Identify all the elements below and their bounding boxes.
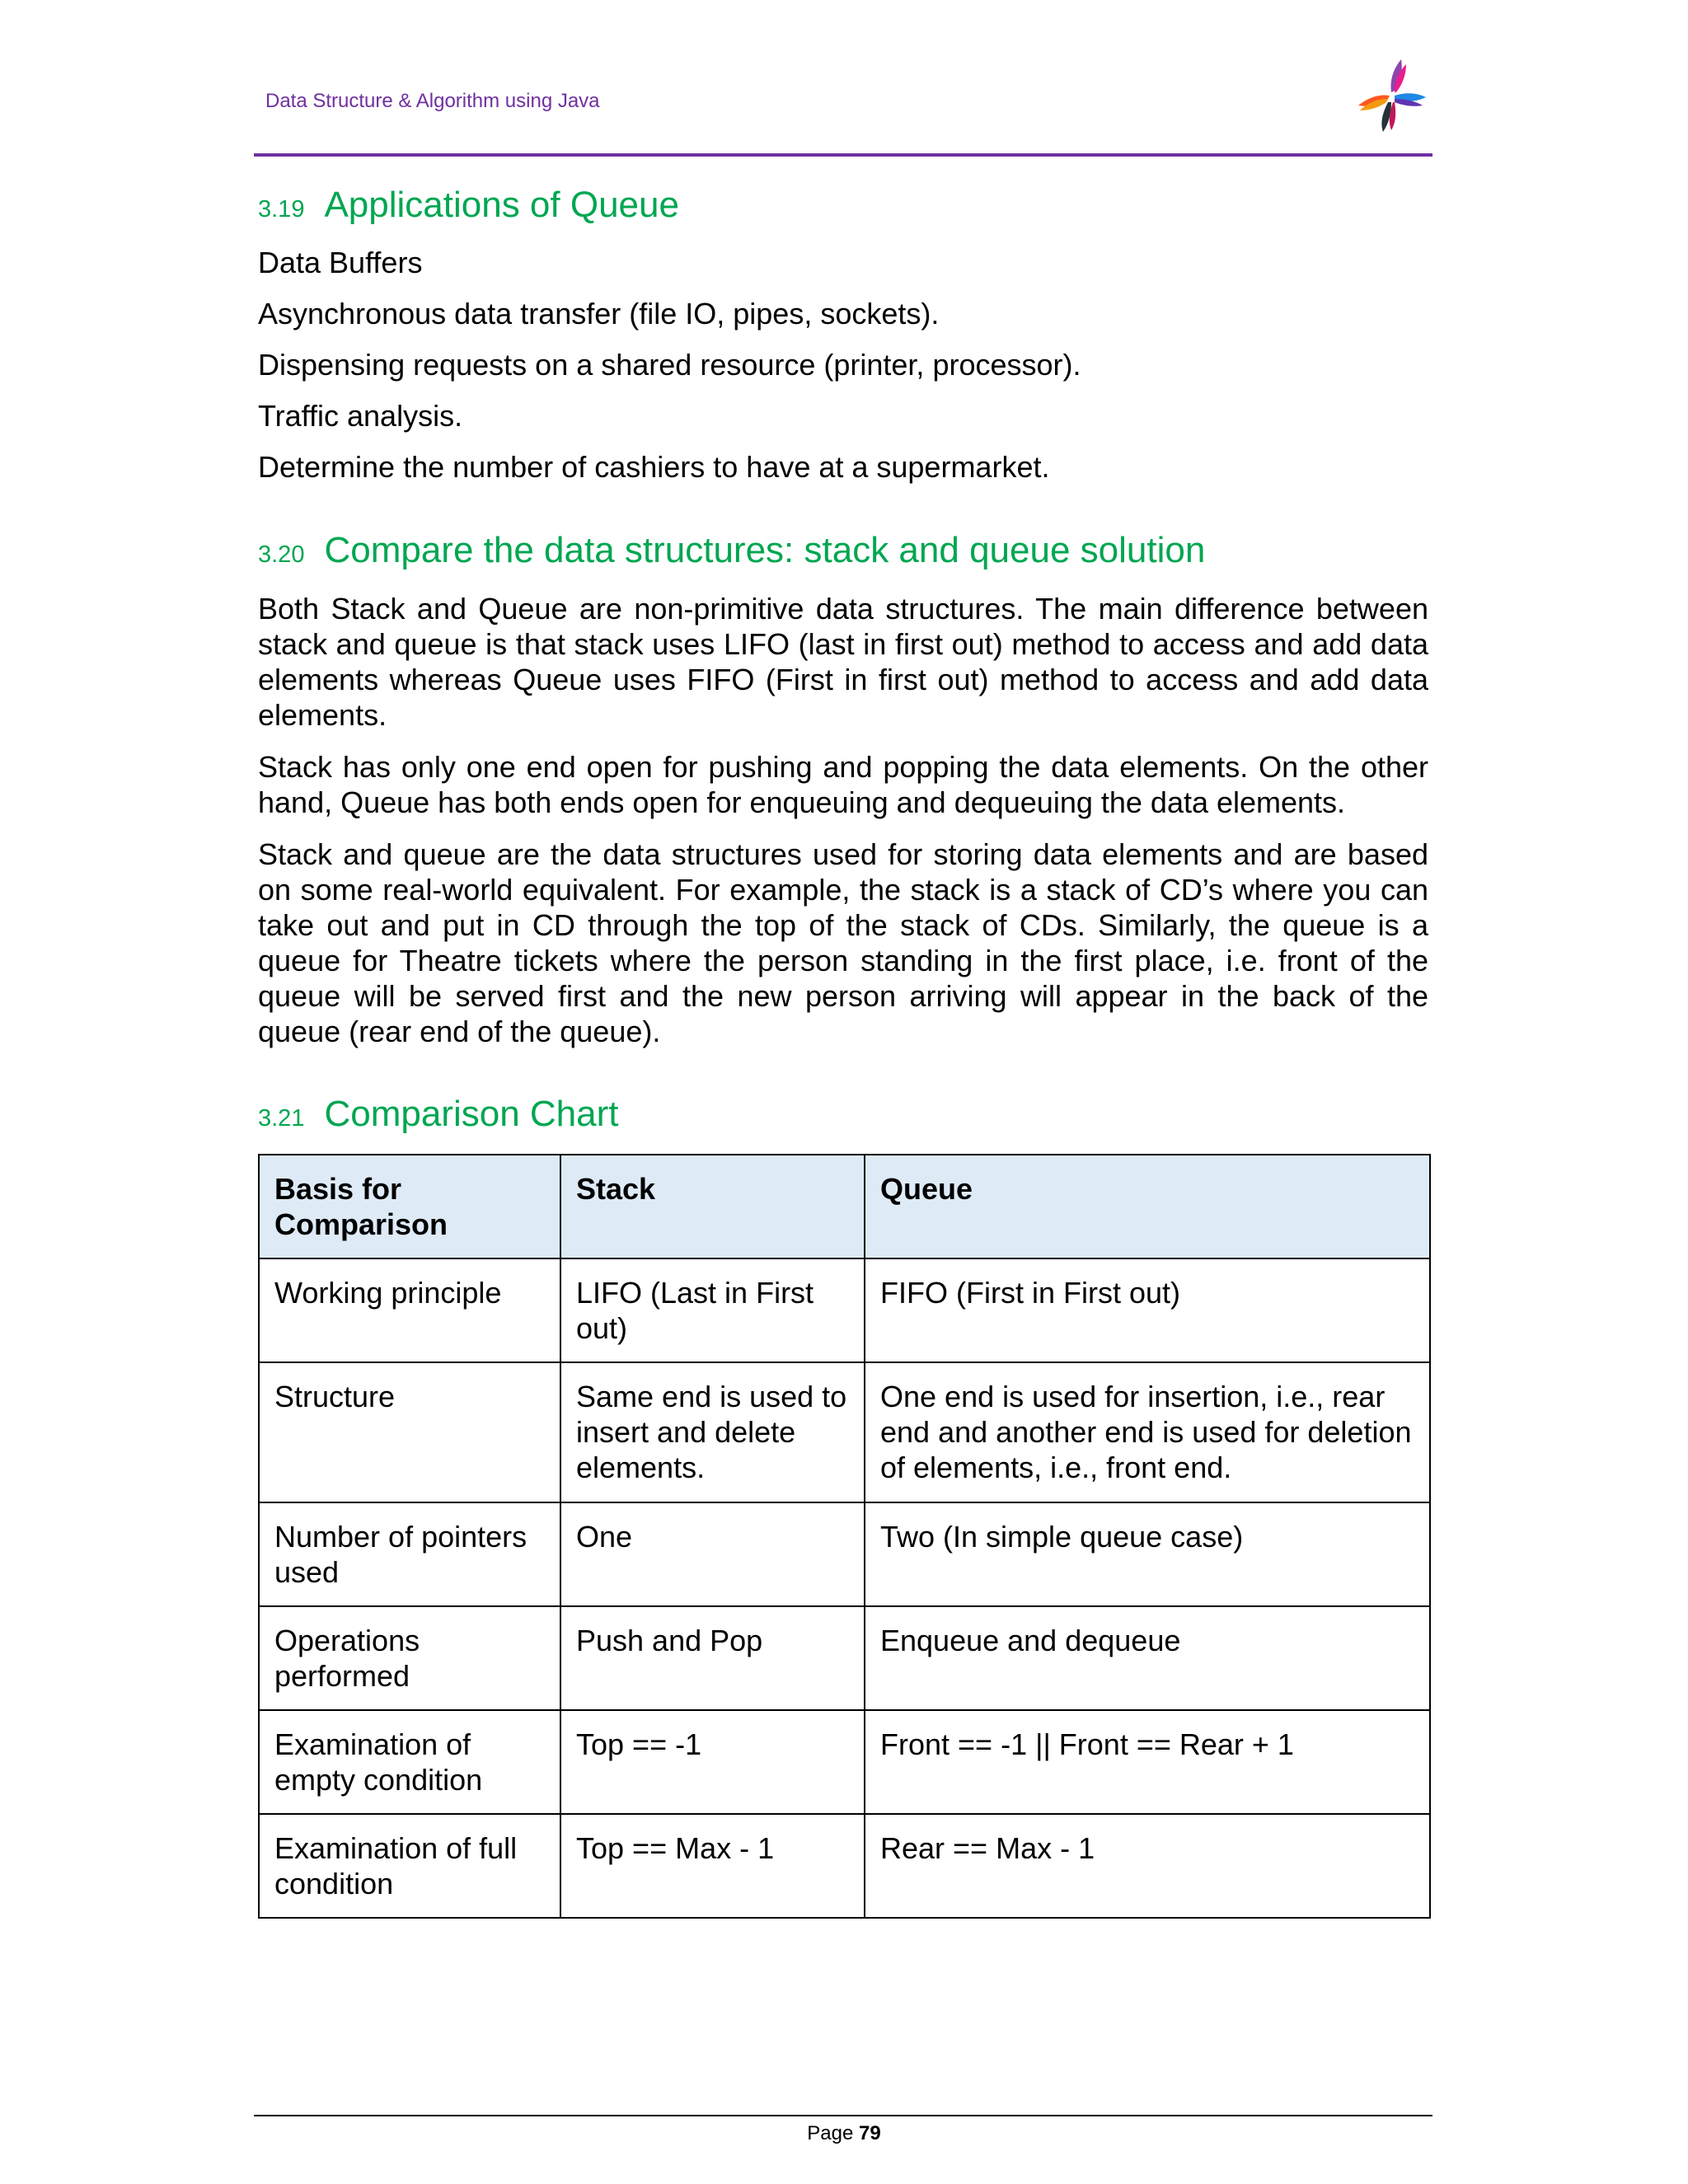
paragraph: Stack and queue are the data structures used for storing data elements and are based on some real-world equivalent. For example, the stack is a stack of CD’s where you can take out and put in CD through the top of the stack of CDs. Similarly, the queue is a queue for Theatre tickets where the person standing in the first place, i.e. front of the queue will be served first and the new person arriving will appear in the back of the queue (rear end of the queue). — [258, 837, 1428, 1048]
section-title: Compare the data structures: stack and queue solution — [324, 530, 1206, 570]
running-header: Data Structure & Algorithm using Java — [265, 90, 600, 112]
header-cell-basis: Basis for Comparison — [259, 1155, 560, 1258]
section-title: Comparison Chart — [324, 1094, 619, 1134]
list-item: Data Buffers — [258, 246, 423, 279]
table-cell: Operations performed — [259, 1606, 560, 1710]
paragraph: Stack has only one end open for pushing and popping the data elements. On the other hand, Queue has both ends open for enqueuing and dequeuing the data elements. — [258, 750, 1428, 819]
table-cell: Working principle — [259, 1258, 560, 1362]
table-cell: One end is used for insertion, i.e., rear end and another end is used for deletion of elements, i.e., front end. — [865, 1362, 1430, 1502]
paragraph: Both Stack and Queue are non-primitive data structures. The main difference between stack and queue is that stack uses LIFO (last in first out) method to access and add data elements whereas Queue uses FIFO (First in first out) method to access and add data elements. — [258, 592, 1428, 732]
table-cell: Enqueue and dequeue — [865, 1606, 1430, 1710]
table-row — [259, 1258, 1430, 1362]
table-row — [259, 1606, 1430, 1710]
list-item: Traffic analysis. — [258, 399, 463, 433]
table-cell: Front == -1 || Front == Rear + 1 — [865, 1710, 1430, 1814]
table-cell: Rear == Max - 1 — [865, 1814, 1430, 1918]
table-cell: Same end is used to insert and delete elements. — [560, 1362, 865, 1502]
table-cell: Examination of empty condition — [259, 1710, 560, 1814]
list-item: Asynchronous data transfer (file IO, pipes, sockets). — [258, 297, 940, 330]
table-cell: Top == Max - 1 — [560, 1814, 865, 1918]
section-heading-3-21 — [258, 1094, 1428, 1135]
table-cell: LIFO (Last in First out) — [560, 1258, 865, 1362]
table-cell: Two (In simple queue case) — [865, 1502, 1430, 1606]
list-item: Dispensing requests on a shared resource (printer, processor). — [258, 348, 1081, 382]
page-label: Page — [807, 2122, 854, 2144]
table-cell: Top == -1 — [560, 1710, 865, 1814]
table-cell: Number of pointers used — [259, 1502, 560, 1606]
section-heading-3-20 — [258, 530, 1428, 571]
section-number: 3.20 — [258, 541, 305, 568]
list-item: Determine the number of cashiers to have at a supermarket. — [258, 450, 1050, 484]
page-number: 79 — [859, 2122, 881, 2144]
header-divider — [254, 153, 1432, 157]
table-cell: Structure — [259, 1362, 560, 1502]
table-row — [259, 1814, 1430, 1918]
section-number: 3.19 — [258, 196, 305, 223]
section-heading-3-19 — [258, 185, 1428, 226]
table-cell: Examination of full condition — [259, 1814, 560, 1918]
table-row — [259, 1710, 1430, 1814]
footer-divider — [254, 2115, 1432, 2116]
page-footer — [0, 2122, 1688, 2145]
table-row — [259, 1502, 1430, 1606]
header-cell-queue: Queue — [865, 1155, 1430, 1258]
table-header-row — [259, 1155, 1430, 1258]
table-cell: FIFO (First in First out) — [865, 1258, 1430, 1362]
section-title: Applications of Queue — [324, 185, 679, 225]
section-number: 3.21 — [258, 1105, 305, 1132]
publisher-logo-icon — [1343, 51, 1436, 137]
comparison-table — [258, 1154, 1431, 1919]
table-cell: Push and Pop — [560, 1606, 865, 1710]
header-cell-stack: Stack — [560, 1155, 865, 1258]
table-cell: One — [560, 1502, 865, 1606]
table-row — [259, 1362, 1430, 1502]
